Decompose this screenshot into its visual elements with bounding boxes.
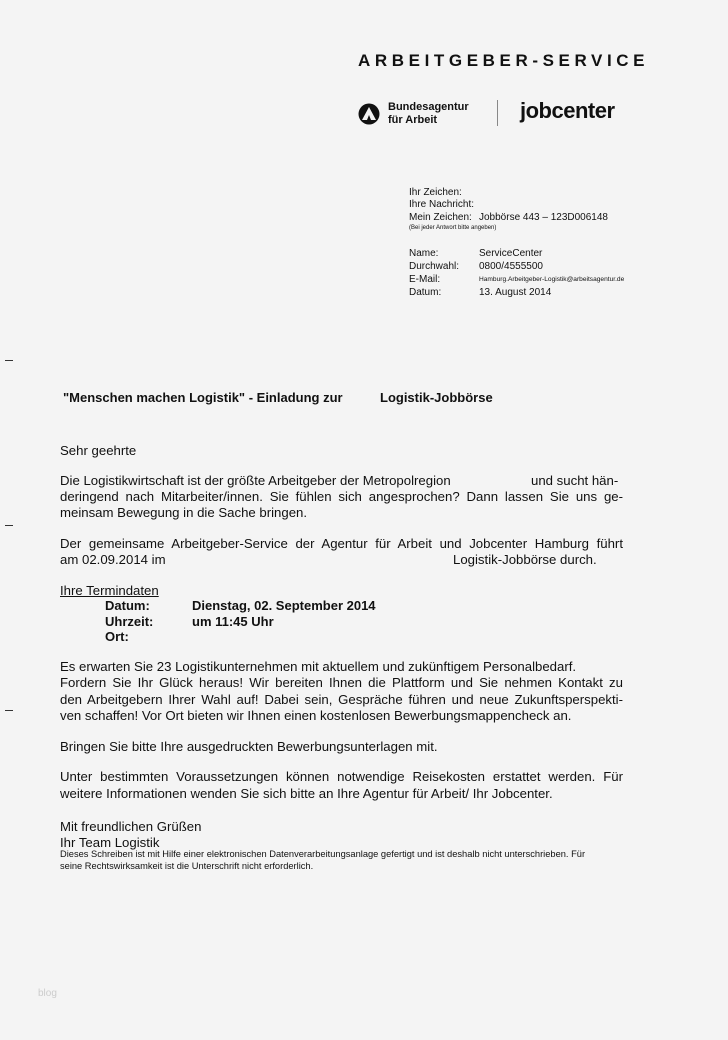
termin-datum-label: Datum:: [105, 598, 150, 613]
name-label: Name:: [409, 248, 439, 259]
para3-line2: Fordern Sie Ihr Glück heraus! Wir bereiten Ihnen die Plattform und Sie nehmen Kontakt zu: [60, 675, 623, 690]
para1-line1a: Die Logistikwirtschaft ist der größte Arbeitgeber der Metropolregion: [60, 473, 451, 488]
ba-logo-text: [388, 101, 469, 127]
para2-line2a: am 02.09.2014 im: [60, 552, 166, 567]
closing-team: Ihr Team Logistik: [60, 835, 160, 850]
ba-line1: Bundesagentur: [388, 101, 469, 113]
closing-note-line2: seine Rechtswirksamkeit ist die Unterschrift nicht erforderlich.: [60, 861, 314, 871]
salutation: Sehr geehrte: [60, 443, 137, 458]
jobcenter-logo: jobcenter: [520, 98, 615, 123]
durchwahl-value: 0800/4555500: [479, 261, 543, 272]
reference-hint: (Bei jeder Antwort bitte angeben): [409, 225, 497, 231]
para4: Bringen Sie bitte Ihre ausgedruckten Bewerbungsunterlagen mit.: [60, 739, 438, 754]
termin-ort-label: Ort:: [105, 629, 129, 644]
para2-line2b: Logistik-Jobbörse durch.: [453, 552, 597, 567]
para1-line1b: und sucht hän-: [531, 473, 619, 488]
watermark: blog: [38, 988, 57, 999]
para1-line3: meinsam Bewegung in die Sache bringen.: [60, 505, 308, 520]
para3-line4: ven schaffen! Vor Ort bieten wir Ihnen einen kostenlosen Bewerbungsmappencheck an.: [60, 708, 572, 723]
name-value: ServiceCenter: [479, 248, 543, 259]
para1-line2: deringend nach Mitarbeiter/innen. Sie fühlen sich angesprochen? Dann lassen Sie uns ge-: [60, 489, 623, 504]
closing-greeting: Mit freundlichen Grüßen: [60, 819, 202, 834]
para3-line1: Es erwarten Sie 23 Logistikunternehmen mit aktuellem und zukünftigem Personalbedarf.: [60, 659, 577, 674]
subject-part1: "Menschen machen Logistik" - Einladung zur: [63, 390, 343, 405]
logo-divider: [497, 100, 498, 126]
durchwahl-label: Durchwahl:: [409, 261, 460, 272]
punch-mark: [5, 710, 13, 711]
datum-label: Datum:: [409, 287, 442, 298]
ihr-zeichen-label: Ihr Zeichen:: [409, 187, 462, 198]
para5-line1: Unter bestimmten Voraussetzungen können notwendige Reisekosten erstattet werden. Für: [60, 769, 623, 784]
datum-value: 13. August 2014: [479, 287, 552, 298]
para2-line1: Der gemeinsame Arbeitgeber-Service der Agentur für Arbeit und Jobcenter Hamburg führt: [60, 536, 623, 551]
mein-zeichen-label: Mein Zeichen:: [409, 212, 472, 223]
para3-line3: den Arbeitgebern Ihrer Wahl auf! Dabei sein, Gespräche führen und neue Zukunftsperspekti-: [60, 692, 623, 707]
ba-logo-icon: [358, 103, 380, 130]
para5-line2: weitere Informationen wenden Sie sich bitte an Ihre Agentur für Arbeit/ Ihr Jobcenter.: [60, 786, 553, 801]
ba-line2: für Arbeit: [388, 114, 438, 126]
mein-zeichen-value: Jobbörse 443 – 123D006148: [479, 212, 608, 223]
subject-part2: Logistik-Jobbörse: [380, 390, 493, 405]
ihre-nachricht-label: Ihre Nachricht:: [409, 199, 475, 210]
termin-uhrzeit-label: Uhrzeit:: [105, 614, 154, 629]
header-title: ARBEITGEBER-SERVICE: [358, 51, 650, 70]
email-label: E-Mail:: [409, 274, 441, 285]
termin-datum-value: Dienstag, 02. September 2014: [192, 598, 376, 613]
termin-heading: Ihre Termindaten: [60, 583, 159, 598]
fold-mark: [5, 525, 13, 526]
termin-uhrzeit-value: um 11:45 Uhr: [192, 614, 274, 629]
email-value[interactable]: Hamburg.Arbeitgeber-Logistik@arbeitsagentur.de: [479, 276, 625, 283]
closing-note-line1: Dieses Schreiben ist mit Hilfe einer elektronischen Datenverarbeitungsanlage gefertigt und ist deshalb nicht unterschrieben. Für: [60, 849, 586, 859]
fold-mark: [5, 360, 13, 361]
